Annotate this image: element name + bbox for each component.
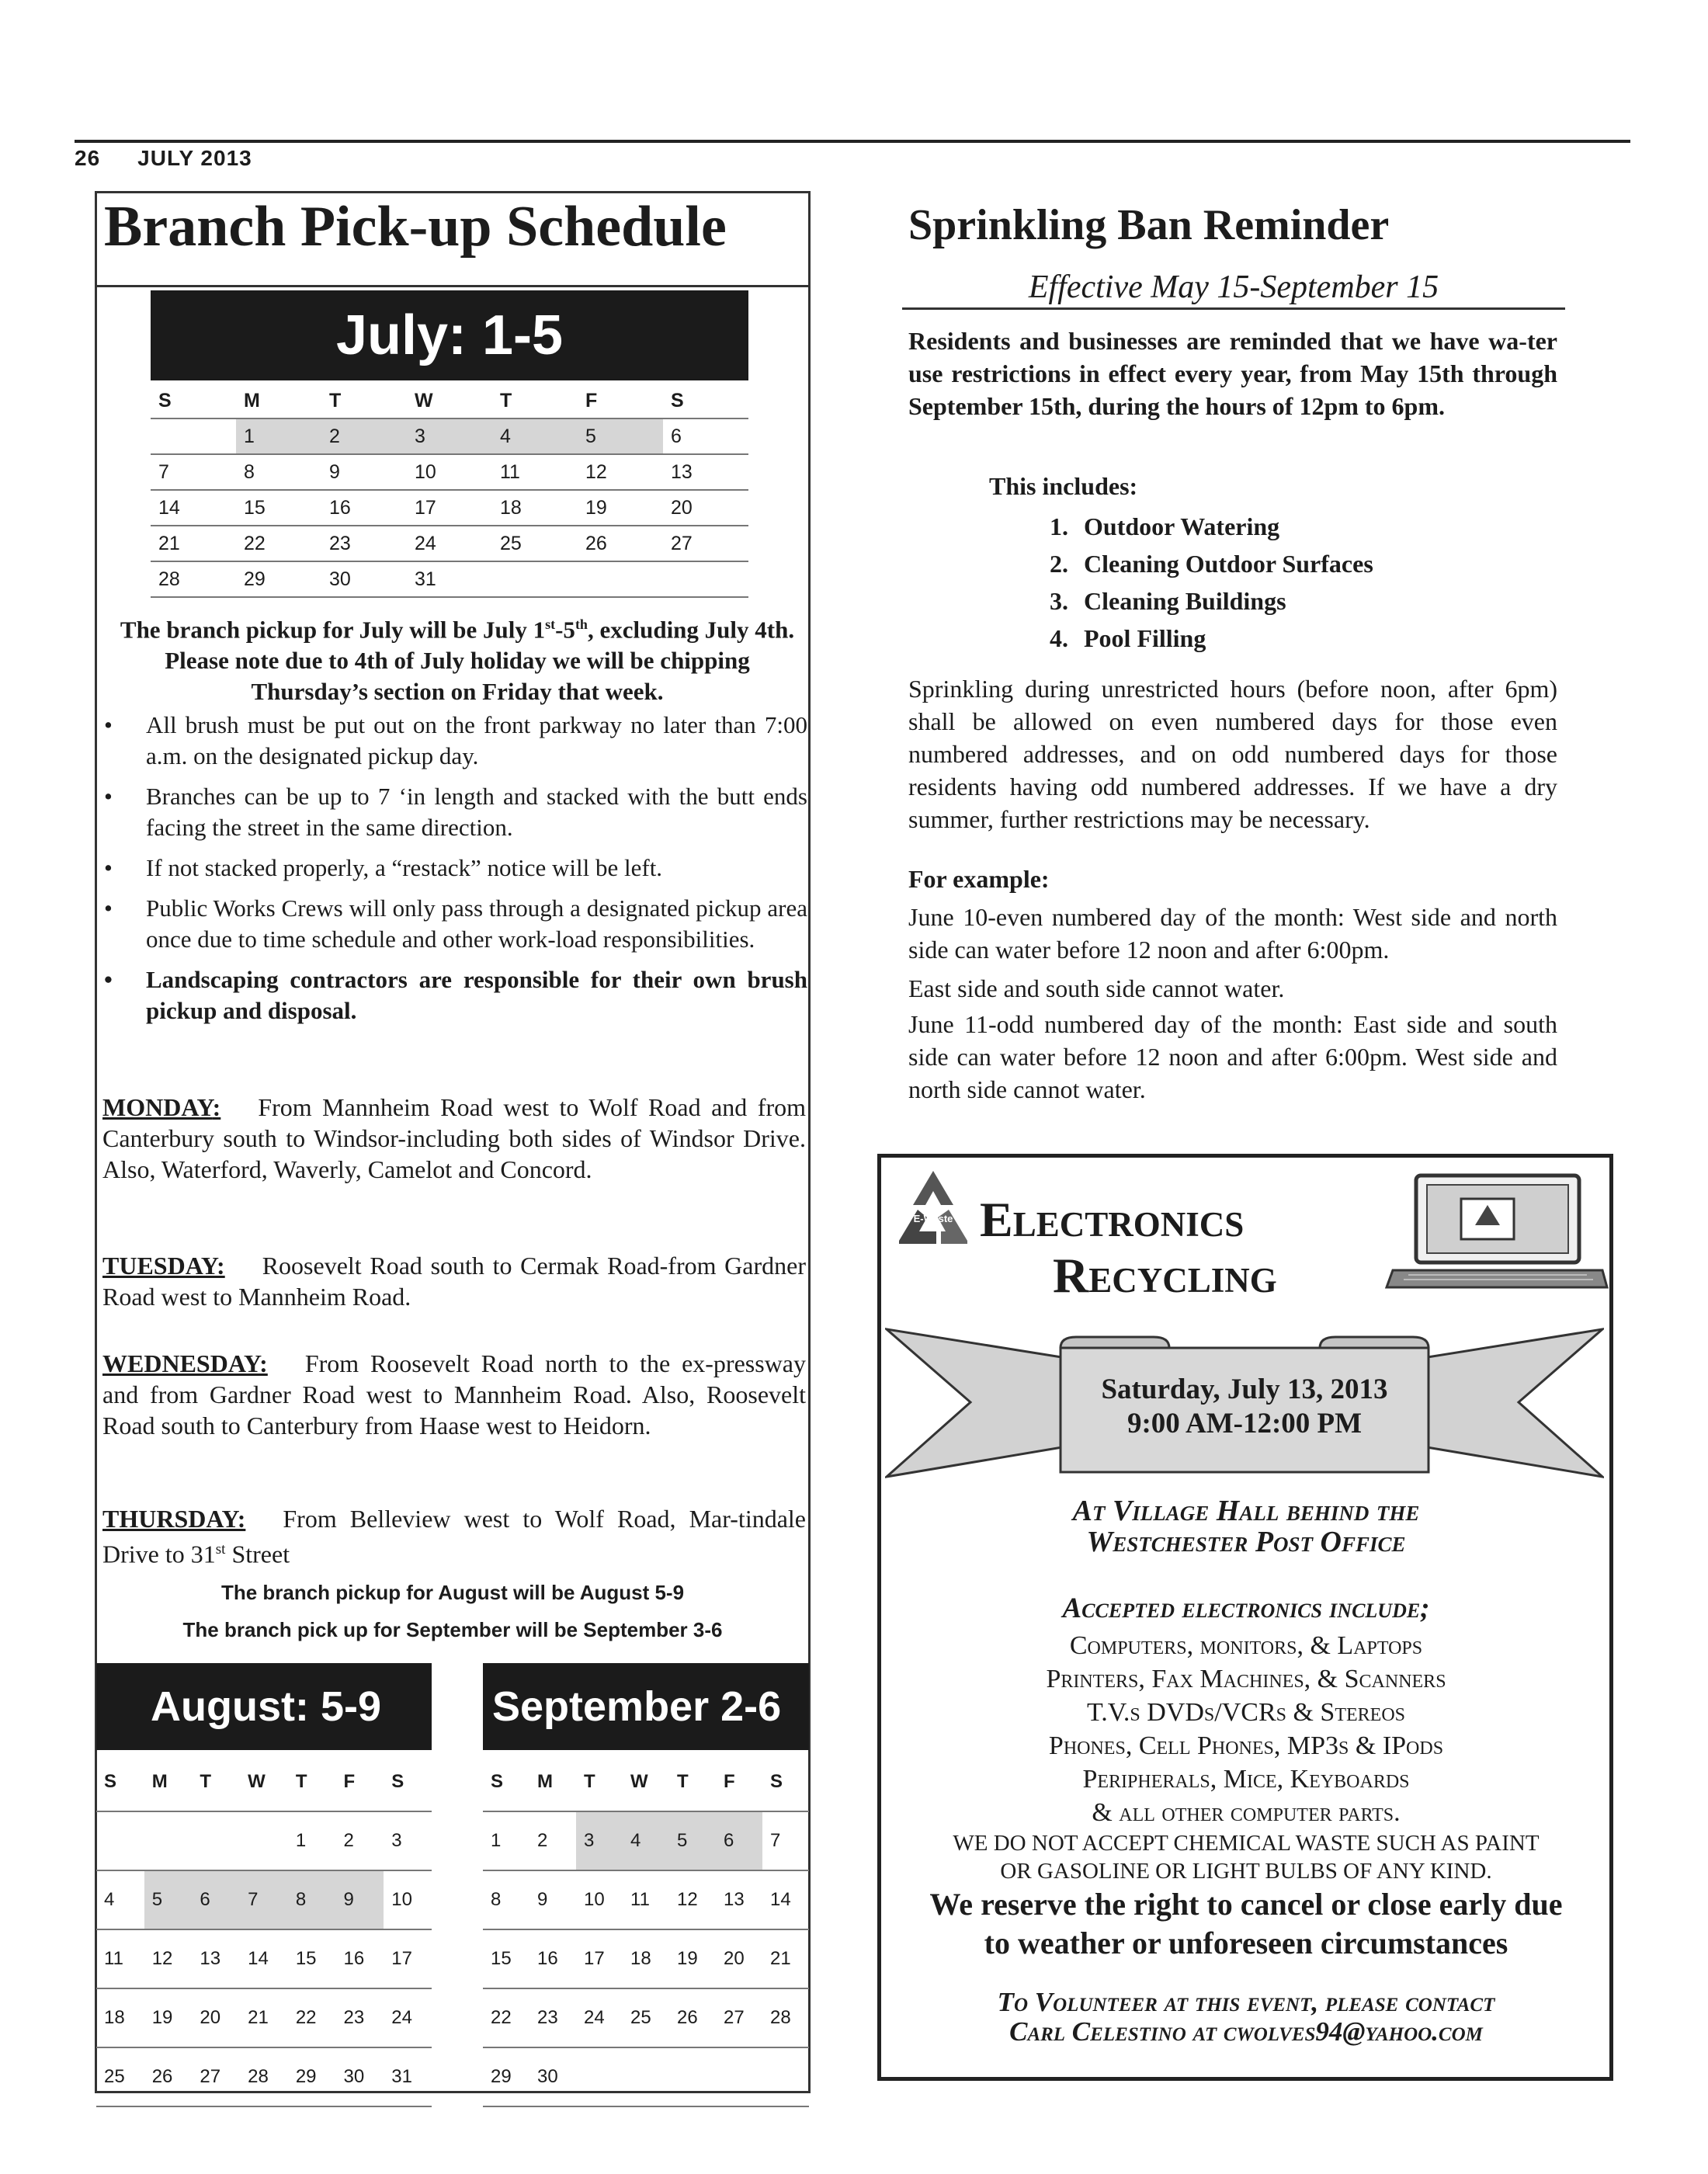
calendar-day: 26 <box>669 1988 716 2047</box>
thursday-route <box>102 1503 806 1570</box>
tuesday-route <box>102 1250 806 1312</box>
calendar-day: 28 <box>762 1988 809 2047</box>
calendar-day: 21 <box>240 1988 288 2047</box>
calendar-day: 26 <box>578 526 663 561</box>
august-calendar-heading: August: 5-9 <box>96 1663 432 1750</box>
calendar-day: 21 <box>762 1929 809 1988</box>
calendar-day: 13 <box>192 1929 240 1988</box>
calendar-day: 2 <box>529 1811 576 1870</box>
volunteer-contact <box>882 1988 1610 2047</box>
july-notice-part1: The branch pickup for July will be July 1 <box>120 616 546 644</box>
calendar-day: 25 <box>492 526 578 561</box>
calendar-day: 19 <box>669 1929 716 1988</box>
calendar-day: 15 <box>288 1929 336 1988</box>
july-notice-part3: , excluding July 4th. Please note due to 4th of July holiday we will be chipping Thursday’s section on Friday that week. <box>165 616 795 706</box>
july-notice-part2: -5 <box>555 616 575 644</box>
calendar-day <box>663 561 748 597</box>
calendar-day: 23 <box>336 1988 384 2047</box>
weekday-header: S <box>663 384 748 418</box>
calendar-day: 13 <box>716 1870 762 1929</box>
july-calendar <box>151 384 748 598</box>
list-item: 4. Pool Filling <box>1050 624 1206 652</box>
calendar-day <box>576 2047 623 2106</box>
calendar-day: 12 <box>144 1929 193 1988</box>
calendar-day <box>240 1811 288 1870</box>
list-item: Computers, monitors, & Laptops <box>1069 1631 1423 1660</box>
list-item: Peripherals, Mice, Keyboards <box>1082 1765 1410 1794</box>
event-time-line: 9:00 AM-12:00 PM <box>1127 1408 1363 1439</box>
calendar-day: 21 <box>151 526 236 561</box>
calendar-day <box>96 1811 144 1870</box>
calendar-day: 7 <box>762 1811 809 1870</box>
example-june-11: June 11-odd numbered day of the month: East side and south side can water before 12 noon and after 6:00pm. West side and north side cannot water. <box>908 1010 1557 1103</box>
not-accepted-notice <box>882 1829 1610 1885</box>
calendar-week-row <box>151 526 748 561</box>
calendar-day: 3 <box>407 418 492 454</box>
not-accepted-line: OR GASOLINE OR LIGHT BULBS OF ANY KIND. <box>1000 1859 1492 1884</box>
recycle-icon <box>890 1166 977 1252</box>
page-folio <box>75 146 290 171</box>
weekday-header: S <box>151 384 236 418</box>
weekday-header: F <box>336 1753 384 1811</box>
calendar-day: 20 <box>192 1988 240 2047</box>
list-item <box>104 893 807 955</box>
calendar-day: 29 <box>288 2047 336 2106</box>
day-name: THURSDAY: <box>102 1505 246 1533</box>
example-label: For example: <box>908 865 1050 893</box>
calendar-day: 12 <box>669 1870 716 1929</box>
calendar-day: 24 <box>576 1988 623 2047</box>
calendar-day: 9 <box>321 454 407 490</box>
calendar-day: 6 <box>192 1870 240 1929</box>
calendar-day: 18 <box>623 1929 669 1988</box>
weekday-header: W <box>407 384 492 418</box>
calendar-day: 11 <box>623 1870 669 1929</box>
day-text: From Roosevelt Road north to the ex-pressway and from Gardner Road west to Mannheim Road. Also, Roosevelt Road south to Canterbury from Haase west to Heidorn. <box>102 1349 806 1439</box>
july-notice <box>104 609 811 707</box>
calendar-day: 12 <box>578 454 663 490</box>
calendar-week-row <box>151 490 748 526</box>
accepted-list <box>882 1629 1610 1829</box>
weekday-header: S <box>96 1753 144 1811</box>
list-item <box>104 710 807 772</box>
calendar-week-row <box>96 1988 432 2047</box>
effective-dates: Effective May 15-September 15 <box>1028 269 1439 305</box>
calendar-day: 29 <box>236 561 321 597</box>
reserve-right-notice <box>882 1885 1610 1963</box>
calendar-day: 22 <box>236 526 321 561</box>
calendar-day: 24 <box>384 1988 432 2047</box>
recycling-title-line2: Recycling <box>1053 1248 1277 1303</box>
calendar-day: 15 <box>236 490 321 526</box>
july-notice-sup2: th <box>575 616 588 632</box>
effective-rule <box>902 307 1565 310</box>
bullet-icon: • <box>104 894 113 922</box>
calendar-day: 1 <box>236 418 321 454</box>
calendar-day: 8 <box>483 1870 529 1929</box>
calendar-day <box>144 1811 193 1870</box>
calendar-day <box>623 2047 669 2106</box>
day-text-a: From Belleview west to Wolf Road, Mar-tindale Drive to 31 <box>102 1505 806 1568</box>
calendar-day <box>578 561 663 597</box>
day-name: WEDNESDAY: <box>102 1349 268 1377</box>
calendar-day: 14 <box>240 1929 288 1988</box>
example-june-10: June 10-even numbered day of the month: West side and north side can water before 12 noon and after 6:00pm. <box>908 903 1557 964</box>
calendar-day: 30 <box>321 561 407 597</box>
calendar-day: 9 <box>336 1870 384 1929</box>
calendar-day <box>716 2047 762 2106</box>
weekday-header: T <box>669 1753 716 1811</box>
includes-list <box>1009 508 1373 657</box>
weekday-header: F <box>578 384 663 418</box>
august-calendar <box>96 1753 432 2107</box>
calendar-week-row <box>483 1929 809 1988</box>
list-item: Phones, Cell Phones, MP3s & IPods <box>1048 1731 1444 1760</box>
weekday-header: T <box>288 1753 336 1811</box>
day-text-b: Street <box>225 1540 290 1568</box>
calendar-day: 25 <box>96 2047 144 2106</box>
not-accepted-line: WE DO NOT ACCEPT CHEMICAL WASTE SUCH AS PAINT <box>953 1831 1540 1856</box>
calendar-day: 28 <box>240 2047 288 2106</box>
calendar-day <box>492 561 578 597</box>
calendar-day: 18 <box>492 490 578 526</box>
list-item: Printers, Fax Machines, & Scanners <box>1046 1665 1446 1693</box>
calendar-day: 10 <box>576 1870 623 1929</box>
calendar-day: 14 <box>762 1870 809 1929</box>
calendar-day: 30 <box>336 2047 384 2106</box>
weekday-header: T <box>576 1753 623 1811</box>
calendar-day: 24 <box>407 526 492 561</box>
calendar-day: 5 <box>144 1870 193 1929</box>
weekday-header: M <box>529 1753 576 1811</box>
example-june-10-east: East side and south side cannot water. <box>908 974 1285 1002</box>
issue-date: JULY 2013 <box>137 146 252 170</box>
calendar-day: 29 <box>483 2047 529 2106</box>
weekday-header: S <box>384 1753 432 1811</box>
calendar-week-row <box>483 1811 809 1870</box>
wednesday-route <box>102 1348 806 1441</box>
calendar-day: 27 <box>192 2047 240 2106</box>
calendar-day: 19 <box>144 1988 193 2047</box>
list-item: T.V.s DVDs/VCRs & Stereos <box>1087 1698 1405 1727</box>
location-line: At Village Hall behind the <box>1072 1495 1420 1527</box>
calendar-day <box>192 1811 240 1870</box>
calendar-day: 20 <box>716 1929 762 1988</box>
calendar-day: 4 <box>492 418 578 454</box>
july-notice-sup1: st <box>545 616 556 632</box>
calendar-day: 8 <box>288 1870 336 1929</box>
calendar-day: 10 <box>384 1870 432 1929</box>
calendar-day: 26 <box>144 2047 193 2106</box>
volunteer-contact-email: Carl Celestino at cwolves94@yahoo.com <box>1009 2016 1483 2047</box>
september-note: The branch pick up for September will be September 3-6 <box>182 1618 723 1641</box>
calendar-day: 20 <box>663 490 748 526</box>
calendar-weekday-row <box>96 1753 432 1811</box>
calendar-day: 27 <box>716 1988 762 2047</box>
weekday-header: S <box>762 1753 809 1811</box>
pickup-rules-list <box>104 710 807 1036</box>
reserve-line: to weather or unforeseen circumstances <box>984 1926 1508 1960</box>
list-item <box>104 853 807 884</box>
calendar-week-row <box>96 1870 432 1929</box>
calendar-day: 23 <box>529 1988 576 2047</box>
monday-route <box>102 1092 806 1185</box>
calendar-day: 16 <box>529 1929 576 1988</box>
calendar-day <box>151 418 236 454</box>
weekday-header: F <box>716 1753 762 1811</box>
sprinkling-title: Sprinkling Ban Reminder <box>908 201 1390 249</box>
day-text-sup: st <box>215 1541 226 1558</box>
event-location <box>882 1495 1610 1558</box>
event-date <box>1061 1373 1429 1441</box>
september-calendar <box>483 1753 809 2107</box>
calendar-week-row <box>96 1929 432 1988</box>
calendar-day: 22 <box>483 1988 529 2047</box>
weekday-header: W <box>240 1753 288 1811</box>
calendar-day: 13 <box>663 454 748 490</box>
calendar-day: 1 <box>288 1811 336 1870</box>
calendar-week-row <box>151 418 748 454</box>
calendar-day: 7 <box>240 1870 288 1929</box>
calendar-day: 14 <box>151 490 236 526</box>
weekday-header: T <box>492 384 578 418</box>
rule-text: If not stacked properly, a “restack” notice will be left. <box>146 854 663 881</box>
recycling-title-line1: Electronics <box>980 1192 1245 1247</box>
calendar-day: 16 <box>336 1929 384 1988</box>
list-item: 3. Cleaning Buildings <box>1050 587 1286 615</box>
list-item <box>104 781 807 843</box>
page-number: 26 <box>75 146 101 170</box>
calendar-day: 25 <box>623 1988 669 2047</box>
calendar-day: 11 <box>492 454 578 490</box>
rule-text: Public Works Crews will only pass through a designated pickup area once due to time schedule and other work-load responsibilities. <box>146 894 807 953</box>
weekday-header: M <box>144 1753 193 1811</box>
rule-text: Landscaping contractors are responsible for their own brush pickup and disposal. <box>146 966 807 1024</box>
calendar-week-row <box>151 454 748 490</box>
accepted-label: Accepted electronics include; <box>1062 1592 1430 1624</box>
reserve-line: We reserve the right to cancel or close early due <box>929 1887 1563 1922</box>
sprinkling-rules: Sprinkling during unrestricted hours (before noon, after 6pm) shall be allowed on even numbered days for those even numbered addresses, and on odd numbered days for those residents having odd numbered addresses. If we have a dry summer, further restrictions may be necessary. <box>908 675 1557 833</box>
calendar-day: 28 <box>151 561 236 597</box>
laptop-icon <box>1370 1171 1612 1295</box>
calendar-day: 17 <box>576 1929 623 1988</box>
list-item: 2. Cleaning Outdoor Surfaces <box>1050 550 1373 578</box>
rule-text: All brush must be put out on the front parkway no later than 7:00 a.m. on the designated pickup day. <box>146 711 807 769</box>
bullet-icon: • <box>104 711 113 738</box>
calendar-week-row <box>483 1988 809 2047</box>
weekday-header: W <box>623 1753 669 1811</box>
bullet-icon: • <box>104 966 113 993</box>
calendar-week-row <box>483 2047 809 2106</box>
branch-schedule-title: Branch Pick-up Schedule <box>104 195 727 259</box>
calendar-week-row <box>483 1870 809 1929</box>
calendar-day: 30 <box>529 2047 576 2106</box>
event-date-line: Saturday, July 13, 2013 <box>1101 1374 1388 1405</box>
calendar-day: 4 <box>96 1870 144 1929</box>
bullet-icon: • <box>104 783 113 810</box>
calendar-day: 7 <box>151 454 236 490</box>
july-calendar-heading: July: 1-5 <box>151 290 748 380</box>
calendar-day: 5 <box>669 1811 716 1870</box>
calendar-day: 4 <box>623 1811 669 1870</box>
calendar-day: 19 <box>578 490 663 526</box>
calendar-day <box>669 2047 716 2106</box>
list-item: 1. Outdoor Watering <box>1050 512 1280 540</box>
calendar-day: 22 <box>288 1988 336 2047</box>
location-line: Westchester Post Office <box>1086 1526 1406 1558</box>
calendar-day: 15 <box>483 1929 529 1988</box>
weekday-header: T <box>321 384 407 418</box>
calendar-day: 6 <box>663 418 748 454</box>
calendar-day: 3 <box>384 1811 432 1870</box>
day-name: MONDAY: <box>102 1093 221 1121</box>
calendar-weekday-row <box>483 1753 809 1811</box>
calendar-day: 10 <box>407 454 492 490</box>
header-rule <box>75 140 1630 143</box>
calendar-day: 23 <box>321 526 407 561</box>
calendar-week-row <box>151 561 748 597</box>
calendar-day <box>762 2047 809 2106</box>
calendar-day: 8 <box>236 454 321 490</box>
calendar-day: 9 <box>529 1870 576 1929</box>
september-calendar-heading: September 2-6 <box>483 1663 809 1750</box>
calendar-day: 31 <box>407 561 492 597</box>
calendar-day: 1 <box>483 1811 529 1870</box>
calendar-day: 2 <box>336 1811 384 1870</box>
day-text: Roosevelt Road south to Cermak Road-from Gardner Road west to Mannheim Road. <box>102 1252 806 1311</box>
calendar-weekday-row <box>151 384 748 418</box>
calendar-day: 5 <box>578 418 663 454</box>
weekday-header: M <box>236 384 321 418</box>
weekday-header: S <box>483 1753 529 1811</box>
day-text: From Mannheim Road west to Wolf Road and from Canterbury south to Windsor-including both sides of Windsor Drive. Also, Waterford, Waverly, Camelot and Concord. <box>102 1093 806 1183</box>
calendar-day: 17 <box>384 1929 432 1988</box>
calendar-day: 2 <box>321 418 407 454</box>
bullet-icon: • <box>104 854 113 881</box>
calendar-week-row <box>96 2047 432 2106</box>
includes-label: This includes: <box>989 472 1138 500</box>
calendar-day: 18 <box>96 1988 144 2047</box>
day-name: TUESDAY: <box>102 1252 225 1280</box>
sprinkling-intro: Residents and businesses are reminded that we have wa-ter use restrictions in effect every year, from May 15th through September 15th, during the hours of 12pm to 6pm. <box>908 327 1557 420</box>
rule-text: Branches can be up to 7 ‘in length and stacked with the butt ends facing the street in the same direction. <box>146 783 807 841</box>
list-item <box>104 964 807 1026</box>
list-item: & all other computer parts. <box>1092 1798 1401 1827</box>
calendar-week-row <box>96 1811 432 1870</box>
calendar-day: 27 <box>663 526 748 561</box>
calendar-day: 11 <box>96 1929 144 1988</box>
calendar-day: 17 <box>407 490 492 526</box>
august-note: The branch pickup for August will be August 5-9 <box>220 1581 685 1604</box>
calendar-day: 31 <box>384 2047 432 2106</box>
calendar-day: 6 <box>716 1811 762 1870</box>
logo-text: E-Waste <box>913 1213 953 1224</box>
calendar-day: 16 <box>321 490 407 526</box>
calendar-day: 3 <box>576 1811 623 1870</box>
volunteer-line: To Volunteer at this event, please contact <box>997 1987 1495 2017</box>
weekday-header: T <box>192 1753 240 1811</box>
